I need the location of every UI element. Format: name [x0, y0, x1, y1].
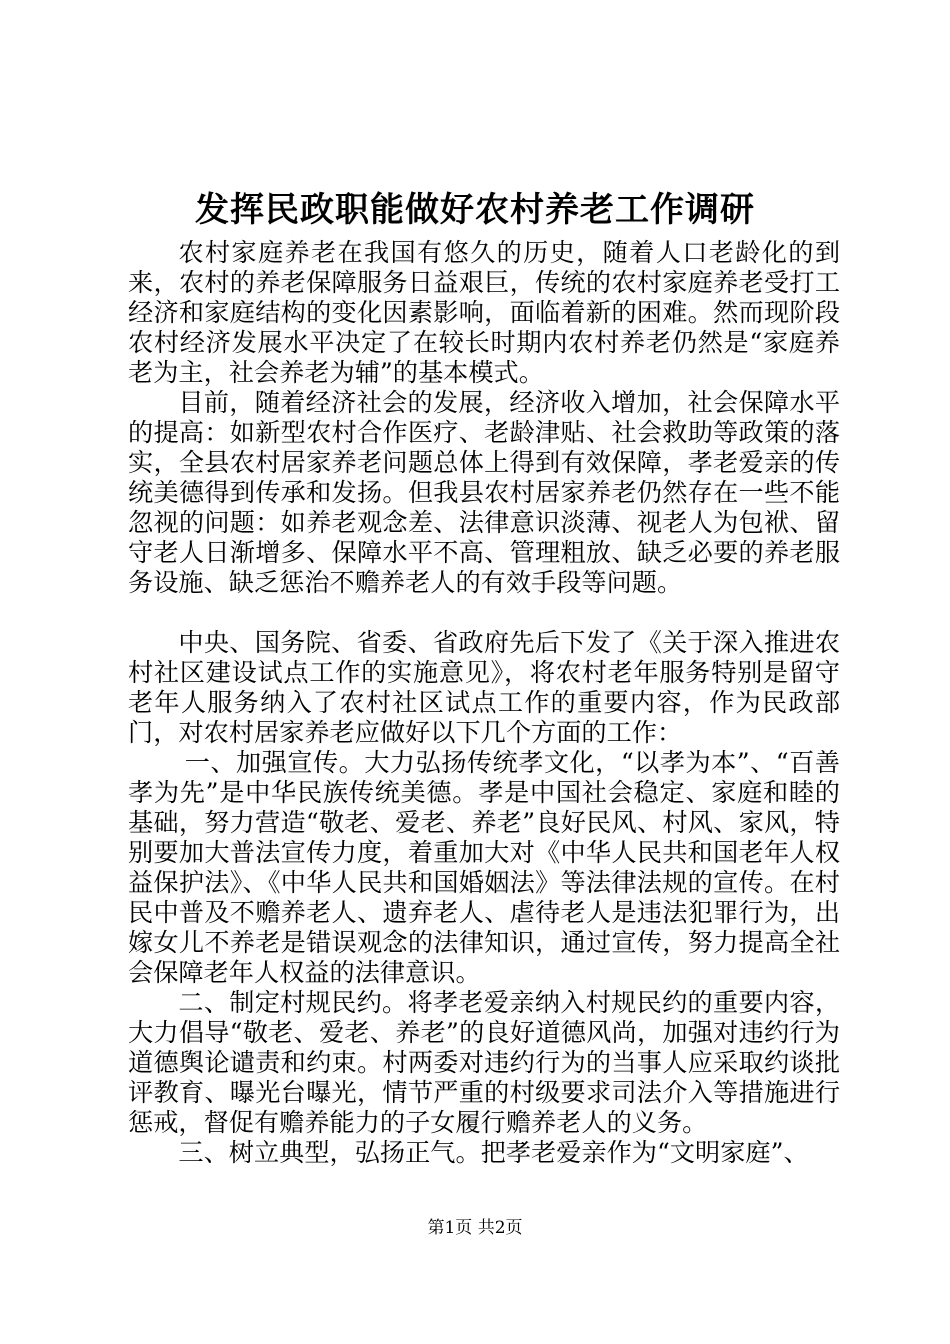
paragraph-point-1: 一、加强宣传。大力弘扬传统孝文化，“以孝为本”、“百善孝为先”是中华民族传统美德。孝是中国社会稳定、家庭和睦的基础，努力营造“敬老、爱老、养老”良好民风、村风、家风，特别要加大普法宣传力度，着重加大对《中华人民共和国老年人权益保护法》、《中华人民共和国婚姻法》等法律法规的宣传。在村民中普及不赡养老人、遗弃老人、虐待老人是违法犯罪行为，出嫁女儿不养老是错误观念的法律知识，通过宣传，努力提高全社会保障老年人权益的法律意识。 [128, 748, 840, 987]
document-body [128, 238, 840, 1168]
paragraph-intro: 农村家庭养老在我国有悠久的历史，随着人口老龄化的到来，农村的养老保障服务日益艰巨，传统的农村家庭养老受打工经济和家庭结构的变化因素影响，面临着新的困难。然而现阶段农村经济发展水平决定了在较长时期内农村养老仍然是“家庭养老为主，社会养老为辅”的基本模式。 [128, 238, 840, 387]
paragraph-policy: 中央、国务院、省委、省政府先后下发了《关于深入推进农村社区建设试点工作的实施意见》，将农村老年服务特别是留守老年人服务纳入了农村社区试点工作的重要内容，作为民政部门，对农村居家养老应做好以下几个方面的工作： [128, 628, 840, 747]
document-title: 发挥民政职能做好农村养老工作调研 [195, 190, 755, 230]
paragraph-gap [128, 598, 840, 628]
paragraph-current-situation: 目前，随着经济社会的发展，经济收入增加，社会保障水平的提高：如新型农村合作医疗、老龄津贴、社会救助等政策的落实，全县农村居家养老问题总体上得到有效保障，孝老爱亲的传统美德得到传承和发扬。但我县农村居家养老仍然存在一些不能忽视的问题：如养老观念差、法律意识淡薄、视老人为包袱、留守老人日渐增多、保障水平不高、管理粗放、缺乏必要的养老服务设施、缺乏惩治不赡养老人的有效手段等问题。 [128, 388, 840, 597]
page-footer: 第1页 共2页 [427, 1218, 523, 1238]
paragraph-point-2: 二、制定村规民约。将孝老爱亲纳入村规民约的重要内容，大力倡导“敬老、爱老、养老”的良好道德风尚，加强对违约行为道德舆论谴责和约束。村两委对违约行为的当事人应采取约谈批评教育、曝光台曝光，情节严重的村级要求司法介入等措施进行惩戒，督促有赡养能力的子女履行赡养老人的义务。 [128, 988, 840, 1137]
paragraph-point-3: 三、树立典型，弘扬正气。把孝老爱亲作为“文明家庭”、 [178, 1138, 809, 1167]
